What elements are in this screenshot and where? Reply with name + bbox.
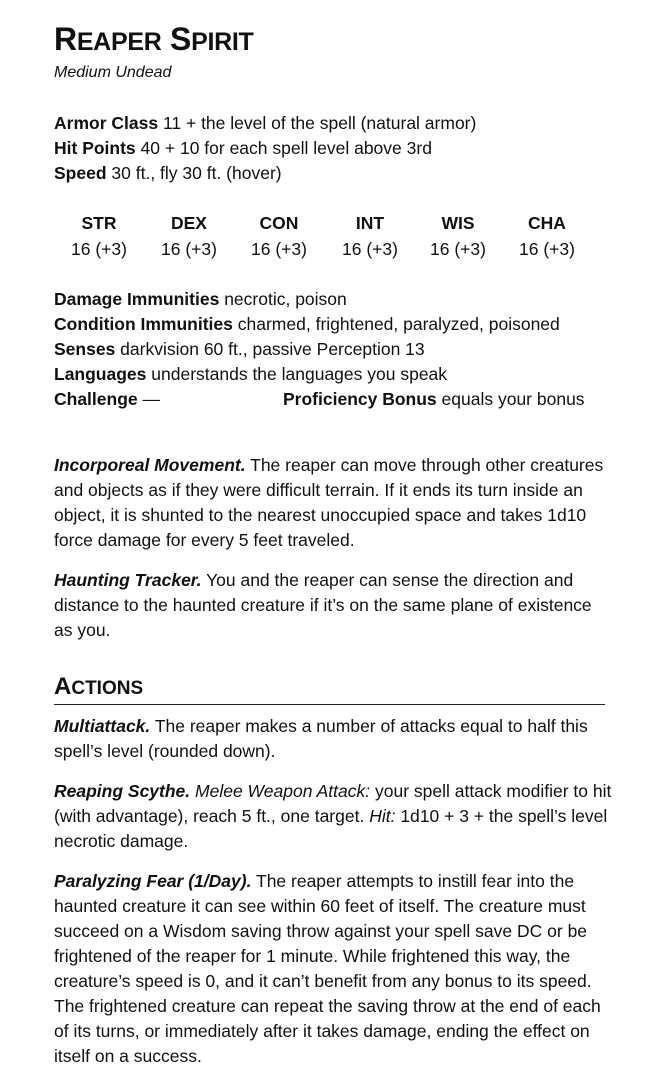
trait-haunting-tracker: Haunting Tracker. You and the reaper can sense the direction and distance to the haunted creature if it’s on the same plane of existence as you. <box>54 570 592 640</box>
action-multiattack: Multiattack. The reaper makes a number of attacks equal to half this spell’s level (rounded down). <box>54 716 588 761</box>
monster-name: REAPER SPIRIT <box>54 21 254 57</box>
challenge-line: Challenge — Proficiency Bonus equals your bonus <box>54 387 614 412</box>
ability-scores <box>54 210 594 266</box>
condition-immunities-line: Condition Immunities charmed, frightened, paralyzed, poisoned <box>54 314 560 334</box>
trait-incorporeal-movement: Incorporeal Movement. The reaper can move through other creatures and objects as if they were difficult terrain. If it ends its turn inside an object, it is shunted to the nearest unoccupied space and takes 1d10 force damage for every 5 feet traveled. <box>54 455 604 550</box>
hit-points-line: Hit Points 40 + 10 for each spell level above 3rd <box>54 138 432 158</box>
ability-str: STR 16 (+3) <box>71 213 127 259</box>
ability-cha: CHA 16 (+3) <box>519 213 575 259</box>
armor-class-line: Armor Class 11 + the level of the spell (natural armor) <box>54 113 477 133</box>
ability-dex: DEX 16 (+3) <box>161 213 217 259</box>
action-reaping-scythe: Reaping Scythe. Melee Weapon Attack: your spell attack modifier to hit (with advantage), reach 5 ft., one target. Hit: 1d10 + 3 + the spell’s level necrotic damage. <box>54 781 612 851</box>
ability-wis: WIS 16 (+3) <box>430 213 486 259</box>
languages-line: Languages understands the languages you speak <box>54 364 448 384</box>
action-paralyzing-fear: Paralyzing Fear (1/Day). The reaper attempts to instill fear into the haunted creature it can see within 60 feet of itself. The creature must succeed on a Wisdom saving throw against your spell save DC or be frightened of the reaper for 1 minute. While frightened this way, the creature’s speed is 0, and it can’t benefit from any bonus to its speed. The frightened creature can repeat the saving throw at the end of each of its turns, or immediately after it takes damage, ending the effect on itself on a success. <box>54 871 601 1066</box>
monster-type: Medium Undead <box>54 64 172 81</box>
senses-line: Senses darkvision 60 ft., passive Perception 13 <box>54 339 425 359</box>
section-divider <box>54 704 605 705</box>
details <box>54 287 614 412</box>
damage-immunities-line: Damage Immunities necrotic, poison <box>54 289 347 309</box>
actions-heading: ACTIONS <box>54 673 144 700</box>
speed-line: Speed 30 ft., fly 30 ft. (hover) <box>54 163 282 183</box>
ability-int: INT 16 (+3) <box>342 213 398 259</box>
proficiency-bonus: Proficiency Bonus equals your bonus <box>283 389 585 409</box>
ability-con: CON 16 (+3) <box>251 213 307 259</box>
core-stats <box>54 111 614 186</box>
